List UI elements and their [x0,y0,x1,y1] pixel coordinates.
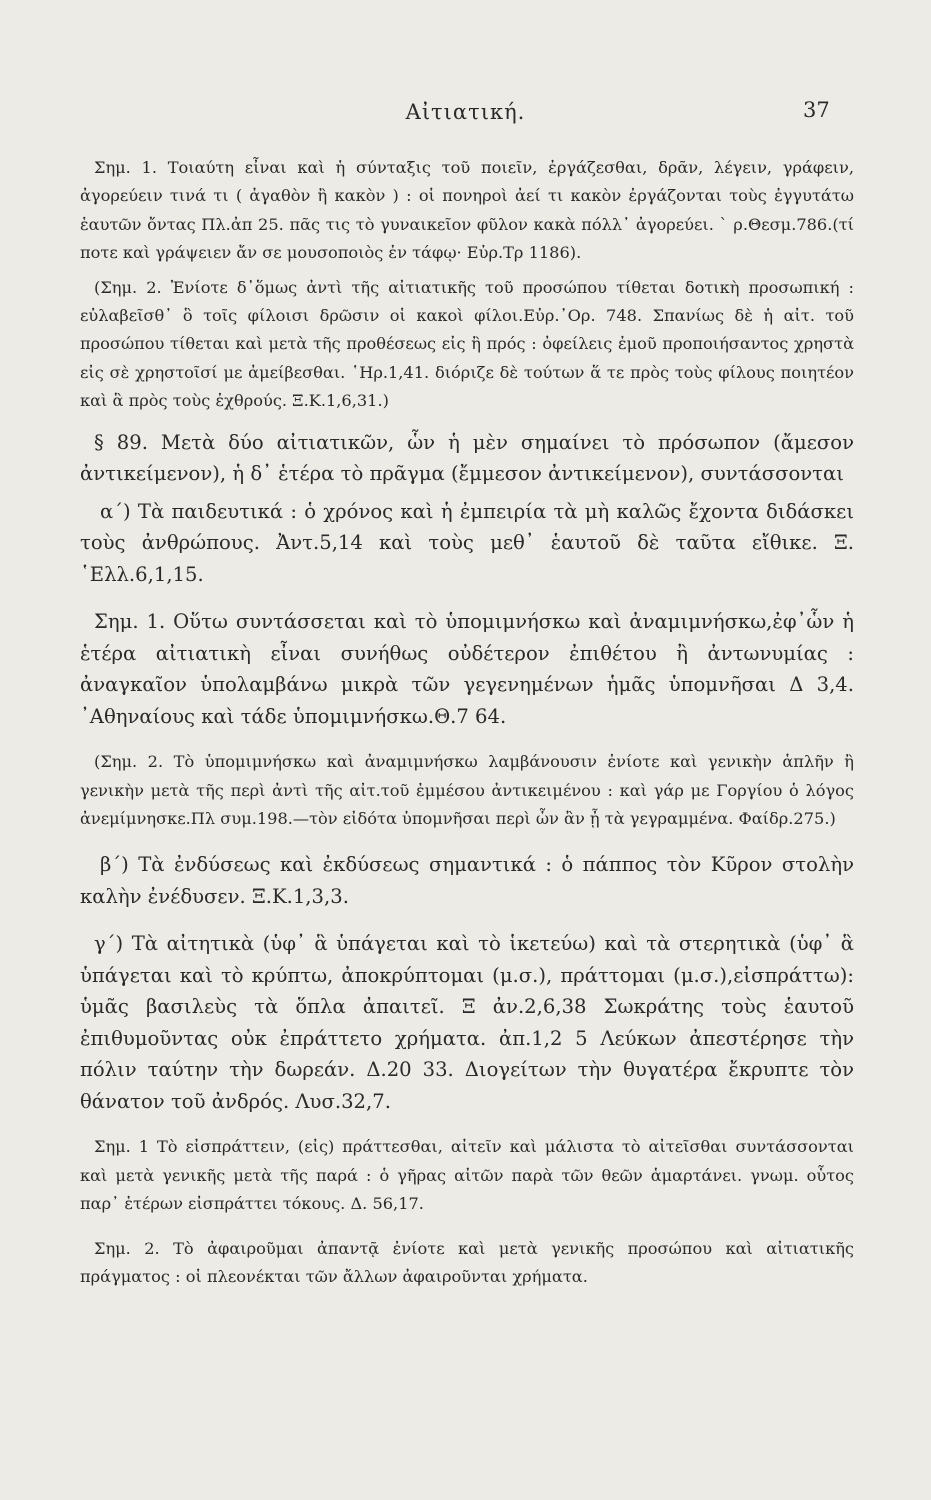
page-body [80,154,854,1291]
item-c-note-2-paragraph: Σημ. 2. Τὸ ἀφαιροῦμαι ἀπαντᾷ ἐνίοτε καὶ μετὰ γενικῆς προσώπου καὶ αἰτιατικῆς πράγματος : οἱ πλεονέκται τῶν ἄλλων ἀφαιροῦνται χρήματα. [80,1238,854,1286]
item-c-note-1-paragraph: Σημ. 1 Τὸ εἰσπράττειν, (εἰς) πράττεσθαι, αἰτεῖν καὶ μάλιστα τὸ αἰτεῖσθαι συντάσσονται καὶ μετὰ γενικῆς μετὰ τῆς παρά : ὁ γῆρας αἰτῶν παρὰ τῶν θεῶν ἁμαρτάνει. γνωμ. οὗτος παρ᾽ ἑτέρων εἰσπράττει τόκους. Δ. 56,17. [80,1137,854,1214]
item-a-note-1-paragraph: Σημ. 1. Οὕτω συντάσσεται καὶ τὸ ὑπομιμνήσκω καὶ ἀναμιμνήσκω,ἐφ᾽ὧν ἡ ἑτέρα αἰτιατικὴ εἶναι συνήθως οὐδέτερον ἐπιθέτου ἢ ἀντωνυμίας : ἀναγκαῖον ὑπολαμβάνω μικρὰ τῶν γεγενημένων ἡμᾶς ὑπομνῆσαι Δ 3,4. ᾽Αθηναίους καὶ τάδε ὑπομιμνήσκω.Θ.7 64. [80,610,854,728]
note-2-paragraph: (Σημ. 2. Ἐνίοτε δ᾽ὅμως ἀντὶ τῆς αἰτιατικῆς τοῦ προσώπου τίθεται δοτικὴ προσωπική : εὐλαβεῖσθ᾽ ὃ τοῖς φίλοισι δρῶσιν οἱ κακοὶ φίλοι.Εὐρ.᾽Ορ. 748. Σπανίως δὲ ἡ αἰτ. τοῦ προσώπου τίθεται καὶ μετὰ τῆς προθέσεως εἰς ἢ πρός : ὀφείλεις ἐμοῦ προποιήσαντος χρηστὰ εἰς σὲ χρηστοῖσί με ἀμείβεσθαι. ῾Ηρ.1,41. διόριζε δὲ τούτων ἅ τε πρὸς τοὺς φίλους ποιητέον καὶ ἃ πρὸς τοὺς ἐχθρούς. Ξ.Κ.1,6,31.) [80,277,854,411]
item-c-paragraph: γ΄) Τὰ αἰτητικὰ (ὑφ᾽ ἃ ὑπάγεται καὶ τὸ ἱκετεύω) καὶ τὰ στερητικὰ (ὑφ᾽ ἃ ὑπάγεται καὶ τὸ κρύπτω, ἀποκρύπτομαι (μ.σ.), πράττομαι (μ.σ.),εἰσπράττω): ὑμᾶς βασιλεὺς τὰ ὅπλα ἀπαιτεῖ. Ξ ἀν.2,6,38 Σωκράτης τοὺς ἑαυτοῦ ἐπιθυμοῦντας οὐκ ἐπράττετο χρήματα. ἀπ.1,2 5 Λεύκων ἀπεστέρησε τὴν πόλιν ταύτην τὴν δωρεάν. Δ.20 33. Διογείτων τὴν θυγατέρα ἔκρυπτε τὸν θάνατον τοῦ ἀνδρός. Λυσ.32,7. [80,932,854,1113]
item-b-paragraph: β΄) Τὰ ἐνδύσεως καὶ ἐκδύσεως σημαντικά : ὁ πάππος τὸν Κῦρον στολὴν καλὴν ἐνέδυσεν. Ξ.Κ.1,3,3. [80,853,854,908]
running-head: Αἰτιατική. [405,100,526,124]
section-89-paragraph: § 89. Μετὰ δύο αἰτιατικῶν, ὧν ἡ μὲν σημαίνει τὸ πρόσωπον (ἄμεσον ἀντικείμενον), ἡ δ᾽ ἑτέρα τὸ πρᾶγμα (ἔμμεσον ἀντικείμενον), συντάσσονται [80,430,854,486]
item-a-paragraph: α΄) Τὰ παιδευτικά : ὁ χρόνος καὶ ἡ ἐμπειρία τὰ μὴ καλῶς ἔχοντα διδάσκει τοὺς ἀνθρώπους. Ἀντ.5,14 καὶ τοὺς μεθ᾽ ἑαυτοῦ δὲ ταῦτα εἴθικε. Ξ. ῾Ελλ.6,1,15. [80,499,854,586]
page-number: 37 [803,98,830,122]
note-1-paragraph: Σημ. 1. Τοιαύτη εἶναι καὶ ἡ σύνταξις τοῦ ποιεῖν, ἐργάζεσθαι, δρᾶν, λέγειν, γράφειν, ἀγορεύειν τινά τι ( ἀγαθὸν ἢ κακὸν ) : οἱ πονηροὶ ἀεί τι κακὸν ἐργάζονται τοὺς ἐγγυτάτω ἑαυτῶν ὄντας Πλ.ἀπ 25. πᾶς τις τὸ γυναικεῖον φῦλον κακὰ πόλλ᾽ ἀγορεύει. ` ρ.Θεσμ.786.(τί ποτε καὶ γράψειεν ἄν σε μουσοποιὸς ἐν τάφῳ· Εὐρ.Τρ 1186). [80,158,854,263]
item-a-note-2-paragraph: (Σημ. 2. Τὸ ὑπομιμνήσκω καὶ ἀναμιμνήσκω λαμβάνουσιν ἐνίοτε καὶ γενικὴν ἁπλῆν ἢ γενικὴν μετὰ τῆς περὶ ἀντὶ τῆς αἰτ.τοῦ ἐμμέσου ἀντικειμένου : καὶ γάρ με Γοργίου ὁ λόγος ἀνεμίμνησκε.Πλ συμ.198.—τὸν εἰδότα ὑπομνῆσαι περὶ ὧν ἂν ᾖ τὰ γεγραμμένα. Φαίδρ.275.) [80,752,854,828]
page-header [0,100,931,140]
